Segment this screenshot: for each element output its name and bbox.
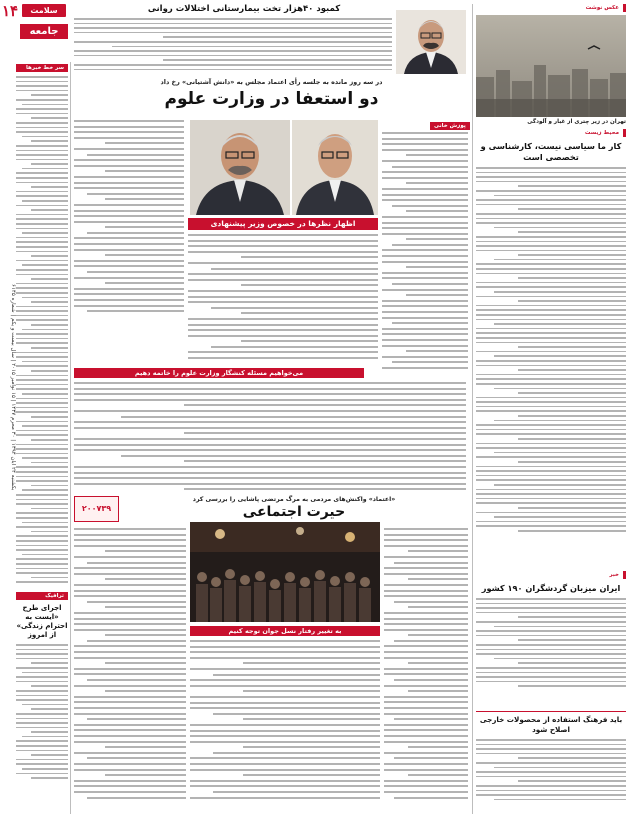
minister-portrait (396, 10, 466, 74)
smog-photo-caption: تهران در زیر چتری از غبار و آلودگی (527, 119, 626, 125)
masthead (0, 0, 70, 60)
column-divider (70, 62, 71, 814)
main-headline: دو استعفا در وزارت علوم (164, 89, 379, 109)
news-briefs-body (16, 76, 68, 586)
main-story-body-left (74, 120, 184, 325)
opinions-body (188, 234, 378, 369)
environment-body (476, 167, 626, 567)
foreign-products-headline: باید فرهنگ استفاده از محصولات خارجی اصلاح شود (479, 715, 623, 734)
main-kicker: در سه روز مانده به جلسه رأی اعتماد مجلس به «دانش آشتیانی» رخ داد (160, 78, 383, 86)
traffic-tag: ترافیک (16, 592, 68, 600)
column-divider-right (472, 4, 473, 814)
bottom-story-header (122, 496, 466, 524)
top-story-headline: کمبود ۴۰هزار تخت بیمارستانی اختلالات روانی (147, 4, 341, 14)
youth-bar-title: به تغییر رفتار نسل جوان توجه کنیم (228, 627, 342, 635)
tourism-body (476, 598, 626, 708)
news-briefs-tag: سر خط خبرها (16, 64, 68, 72)
main-story-body-right (382, 132, 468, 372)
science-ministry-bar-title: می‌خواهیم مسئله کنشگار وزارت علوم را خاتمه دهیم (134, 369, 304, 377)
crowd-photo (190, 522, 380, 622)
bottom-story-body-right (384, 528, 468, 814)
apology-label: پوزش خانی (430, 122, 470, 130)
portrait-left (190, 120, 290, 215)
right-column (476, 4, 626, 816)
youth-bar (190, 626, 380, 636)
opinions-bar-title: اظهار نظرها در خصوص وزیر پیشنهادی (210, 219, 356, 228)
youth-body (190, 640, 380, 814)
page-number: ۱۴ (2, 2, 19, 20)
top-story-body (74, 18, 392, 72)
tourism-headline: ایران میزبان گردشگران ۱۹۰ کشور (481, 583, 621, 593)
section-logo: سلامت (22, 4, 66, 17)
right-divider (476, 711, 626, 712)
smog-photo (476, 15, 626, 117)
red-stamp (74, 496, 119, 522)
photo-note-tag: عکس نوشت (476, 4, 626, 12)
left-news-column (16, 64, 68, 814)
opinions-bar (188, 218, 378, 230)
bottom-story-body-left (74, 528, 186, 814)
science-ministry-bar (74, 368, 364, 378)
section-title: جامعه (20, 24, 68, 39)
science-ministry-body (74, 382, 466, 494)
environment-tag: محیط زیست (476, 129, 626, 137)
foreign-products-body (476, 739, 626, 819)
traffic-headline: اجرای طرح «ایست به احترام زندگی» از امروز (16, 604, 68, 639)
dateline: یکشنبه ۲۴ آبان ۱۳۹۴ | ۳۰ محرم ۱۴۳۷ | ۱۵ نوامبر ۲۰۱۵ | سال بیست و یکم | شماره ۶۱۴۵ (10, 283, 16, 490)
bottom-kicker: «اعتماد» واکنش‌های مردمی به مرگ مرتضی پاشایی را بررسی کرد (192, 496, 396, 503)
news-tag: خبر (476, 571, 626, 579)
top-story (74, 4, 469, 74)
red-stamp-number: ۲۰۰۷۳۹ (81, 504, 112, 513)
traffic-body (16, 644, 68, 814)
portrait-right (292, 120, 378, 215)
main-story-header (74, 78, 469, 118)
environment-headline: کار ما سیاسی نیست، کارشناسی و تخصصی است (480, 141, 622, 162)
bottom-headline: حیرت اجتماعی (242, 504, 346, 520)
